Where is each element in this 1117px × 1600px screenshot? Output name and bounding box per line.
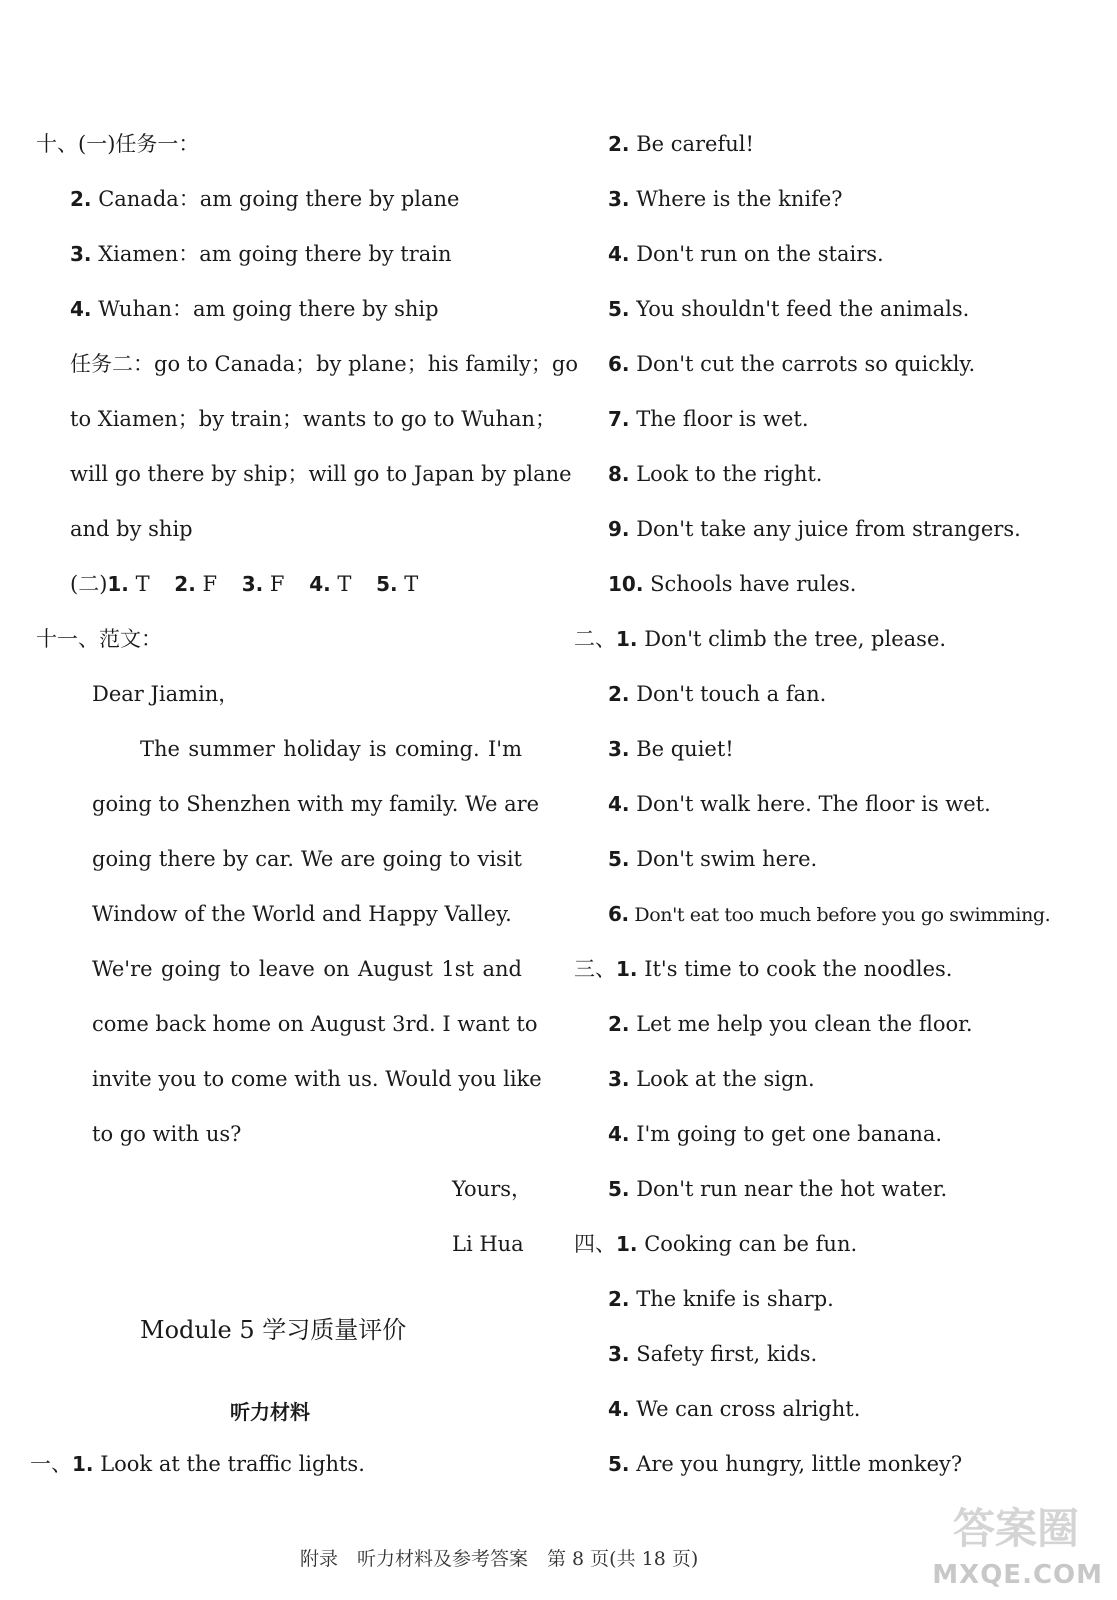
item-number: 2.: [608, 1012, 630, 1036]
p4-item: [608, 1285, 834, 1313]
letter-line: We're going to leave on August 1st and: [92, 957, 522, 981]
section-11-heading: 十一、范文：: [36, 627, 162, 651]
part2-label: 二、: [574, 627, 616, 651]
item-number: 4.: [608, 1397, 630, 1421]
item-number: 5.: [608, 1177, 630, 1201]
item-text: Let me help you clean the floor.: [629, 1012, 973, 1036]
module-title: Module 5 学习质量评价: [140, 1316, 407, 1344]
letter-line: The summer holiday is coming. I'm: [140, 737, 522, 761]
letter-signature: Li Hua: [452, 1232, 524, 1256]
item-text: Don't climb the tree, please.: [637, 627, 947, 651]
part2-answers: [70, 570, 418, 598]
item-number: 6.: [608, 902, 629, 926]
p4-item: [608, 1395, 860, 1423]
listening-title: 听力材料: [230, 1400, 310, 1424]
answer-number: 3.: [241, 572, 264, 596]
p2-item: [608, 900, 1050, 929]
item-text: Be careful!: [629, 132, 754, 156]
p4-item: [574, 1230, 857, 1258]
item-number: 4.: [608, 792, 630, 816]
answer-value: T: [128, 572, 150, 596]
task2-line: will go there by ship；will go to Japan by plane: [70, 462, 572, 486]
p1-item: [608, 240, 884, 268]
p1-item: [608, 295, 969, 323]
item-number: 2.: [70, 187, 92, 211]
p2-item: [574, 625, 946, 653]
p1-item: [608, 130, 754, 158]
p1-item: [608, 350, 975, 378]
letter-line: going to Shenzhen with my family. We are: [92, 792, 540, 816]
answer-value: T: [330, 572, 352, 596]
p2-item: [608, 735, 734, 763]
item-number: 3.: [608, 187, 630, 211]
item-text: Look to the right.: [629, 462, 823, 486]
answer-number: 5.: [376, 572, 398, 596]
p2-item: [608, 680, 826, 708]
part3-label: 三、: [574, 957, 616, 981]
item-text: Wuhan：am going there by ship: [91, 297, 439, 321]
item-text: Where is the knife?: [629, 187, 843, 211]
part4-label: 四、: [574, 1232, 616, 1256]
p1-item: [608, 460, 822, 488]
item-text: Be quiet!: [629, 737, 734, 761]
item-number: 1.: [616, 957, 638, 981]
task2-line: and by ship: [70, 517, 193, 541]
page-footer: 附录 听力材料及参考答案 第 8 页(共 18 页): [300, 1548, 699, 1570]
item-text: Are you hungry, little monkey?: [629, 1452, 963, 1476]
p1-item: [608, 570, 856, 598]
p4-item: [608, 1450, 962, 1478]
letter-line: going there by car. We are going to visit: [92, 847, 522, 871]
item-text: The floor is wet.: [629, 407, 809, 431]
letter-line: invite you to come with us. Would you like: [92, 1067, 542, 1091]
item-text: Don't run on the stairs.: [629, 242, 884, 266]
item-number: 3.: [70, 242, 92, 266]
item-text: Don't touch a fan.: [629, 682, 827, 706]
task2-line: 任务二：go to Canada；by plane；his family；go: [70, 352, 579, 376]
answer-value: F: [195, 572, 218, 596]
item-number: 2.: [608, 1287, 630, 1311]
p2-item: [608, 845, 817, 873]
item-text: I'm going to get one banana.: [629, 1122, 943, 1146]
task2-line: to Xiamen；by train；wants to go to Wuhan；: [70, 407, 557, 431]
watermark-cn: 答案圈: [952, 1504, 1079, 1553]
part2-label: (二): [70, 572, 108, 596]
letter-closing: Yours，: [452, 1177, 533, 1201]
part1-label: 一、: [30, 1452, 72, 1476]
s10-item: [70, 240, 452, 268]
letter-line: Window of the World and Happy Valley.: [92, 902, 512, 926]
item-text: Cooking can be fun.: [637, 1232, 858, 1256]
letter-line: to go with us?: [92, 1122, 242, 1146]
item-text: Look at the traffic lights.: [93, 1452, 365, 1476]
p1-item: [608, 515, 1021, 543]
item-number: 5.: [608, 847, 630, 871]
watermark: MXQE.COM: [932, 1560, 1103, 1590]
item-text: Xiamen：am going there by train: [91, 242, 452, 266]
item-number: 8.: [608, 462, 630, 486]
item-number: 2.: [608, 682, 630, 706]
letter-line: come back home on August 3rd. I want to: [92, 1012, 538, 1036]
p2-item: [608, 790, 991, 818]
answer-value: T: [397, 572, 419, 596]
item-text: Don't run near the hot water.: [629, 1177, 948, 1201]
item-number: 9.: [608, 517, 630, 541]
item-text: Don't take any juice from strangers.: [629, 517, 1021, 541]
item-text: Schools have rules.: [643, 572, 857, 596]
p3-item: [608, 1120, 942, 1148]
item-text: You shouldn't feed the animals.: [629, 297, 970, 321]
answer-number: 2.: [174, 572, 196, 596]
item-number: 1.: [616, 627, 638, 651]
item-number: 4.: [70, 297, 92, 321]
p3-item: [608, 1065, 815, 1093]
item-text: We can cross alright.: [629, 1397, 861, 1421]
item-number: 3.: [608, 1342, 630, 1366]
item-text: It's time to cook the noodles.: [637, 957, 953, 981]
p3-item: [574, 955, 952, 983]
p1-item-1: [30, 1450, 365, 1478]
item-text: Don't eat too much before you go swimming.: [628, 904, 1051, 926]
answer-value: F: [263, 572, 285, 596]
item-number: 4.: [608, 242, 630, 266]
letter-greeting: Dear Jiamin，: [92, 682, 240, 706]
item-number: 1.: [616, 1232, 638, 1256]
section-10-heading: 十、(一)任务一：: [36, 132, 200, 156]
p1-item: [608, 185, 843, 213]
p3-item: [608, 1010, 973, 1038]
item-text: The knife is sharp.: [629, 1287, 834, 1311]
item-text: Don't cut the carrots so quickly.: [629, 352, 976, 376]
item-text: Canada：am going there by plane: [91, 187, 460, 211]
item-number: 2.: [608, 132, 630, 156]
item-number: 10.: [608, 572, 644, 596]
item-number: 7.: [608, 407, 630, 431]
p1-item: [608, 405, 809, 433]
item-number: 6.: [608, 352, 630, 376]
item-number: 5.: [608, 297, 630, 321]
item-text: Don't walk here. The floor is wet.: [629, 792, 991, 816]
s10-item: [70, 185, 460, 213]
item-number: 1.: [72, 1452, 94, 1476]
item-number: 5.: [608, 1452, 630, 1476]
s10-item: [70, 295, 439, 323]
answer-number: 4.: [309, 572, 331, 596]
item-number: 4.: [608, 1122, 630, 1146]
item-text: Don't swim here.: [629, 847, 818, 871]
answer-number: 1.: [107, 572, 129, 596]
p4-item: [608, 1340, 817, 1368]
item-text: Look at the sign.: [629, 1067, 815, 1091]
p3-item: [608, 1175, 947, 1203]
item-number: 3.: [608, 1067, 630, 1091]
item-text: Safety first, kids.: [629, 1342, 818, 1366]
item-number: 3.: [608, 737, 630, 761]
